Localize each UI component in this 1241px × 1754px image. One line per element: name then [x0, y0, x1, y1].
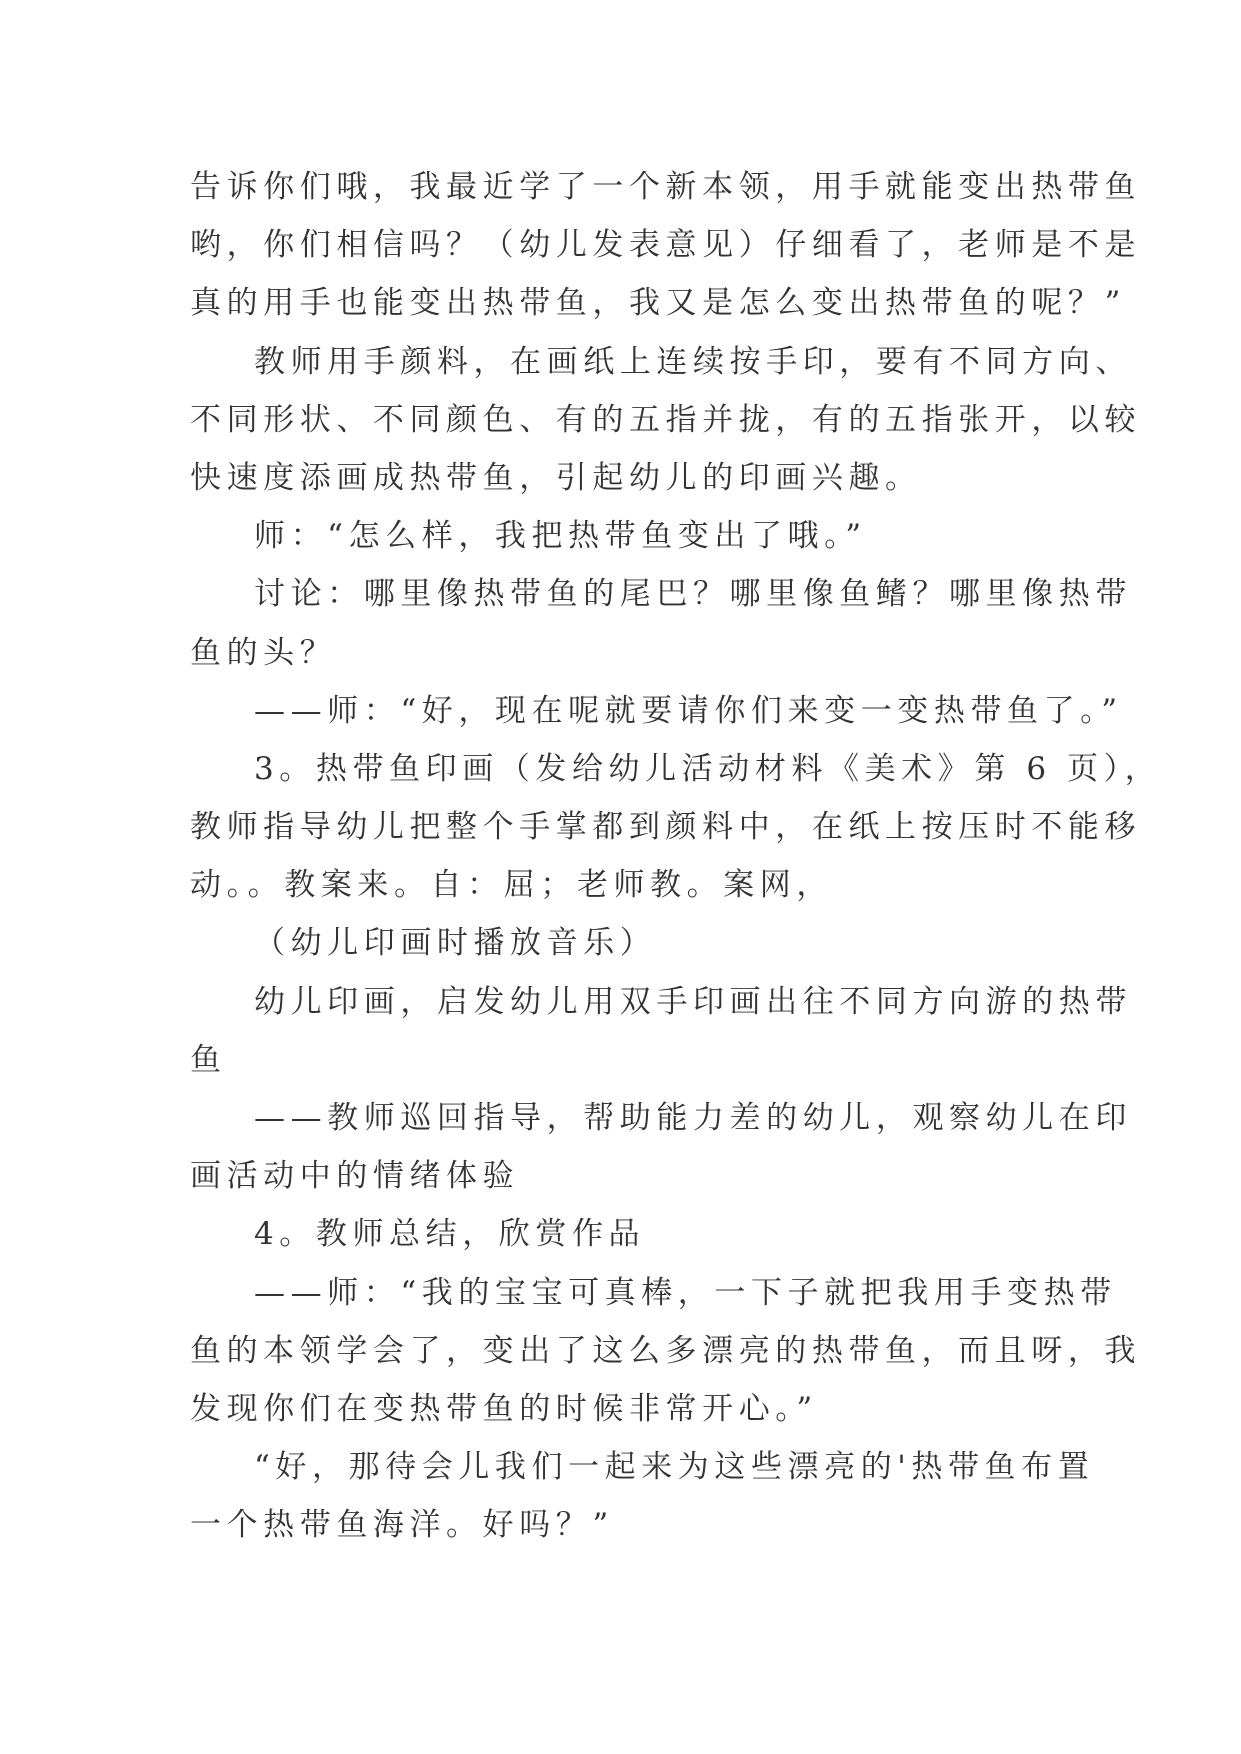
body-text: [190, 158, 1162, 1555]
text-line: 鱼的本领学会了，变出了这么多漂亮的热带鱼，而且呀，我: [190, 1332, 1142, 1369]
text-line: “好，那待会儿我们一起来为这些漂亮的'热带鱼布置: [254, 1449, 1095, 1486]
text-line: 3。热带鱼印画（发给幼儿活动材料《美术》第 6 页），: [254, 750, 1162, 787]
text-line: 真的用手也能变出热带鱼，我又是怎么变出热带鱼的呢？”: [190, 285, 1126, 322]
text-line: 幼儿印画，启发幼儿用双手印画出往不同方向游的热带: [254, 983, 1132, 1020]
text-line: ——教师巡回指导，帮助能力差的幼儿，观察幼儿在印: [254, 1100, 1132, 1136]
text-line: 教师指导幼儿把整个手掌都到颜料中，在纸上按压时不能移: [190, 809, 1142, 846]
text-line: （幼儿印画时播放音乐）: [254, 925, 657, 962]
text-line: 快速度添画成热带鱼，引起幼儿的印画兴趣。: [190, 459, 922, 496]
text-line: 动。。教案来。自：屈；老师教。案网，: [190, 867, 833, 904]
text-line: 不同形状、不同颜色、有的五指并拢，有的五指张开，以较: [190, 401, 1142, 438]
text-line: 发现你们在变热带鱼的时候非常开心。”: [190, 1390, 818, 1427]
text-line: 4。教师总结，欣赏作品: [254, 1216, 646, 1253]
text-line: ——师：“好，现在呢就要请你们来变一变热带鱼了。”: [254, 692, 1123, 729]
text-line: 鱼: [190, 1041, 227, 1078]
text-line: 师：“怎么样，我把热带鱼变出了哦。”: [254, 518, 867, 555]
text-line: 画活动中的情绪体验: [190, 1158, 520, 1195]
text-line: ——师：“我的宝宝可真棒，一下子就把我用手变热带: [254, 1274, 1117, 1311]
text-line: 教师用手颜料，在画纸上连续按手印，要有不同方向、: [254, 343, 1132, 380]
text-line: 哟，你们相信吗？（幼儿发表意见）仔细看了，老师是不是: [190, 227, 1142, 264]
text-line: 鱼的头？: [190, 634, 337, 671]
text-line: 讨论：哪里像热带鱼的尾巴？哪里像鱼鳍？哪里像热带: [254, 576, 1132, 613]
text-line: 一个热带鱼海洋。好吗？”: [190, 1507, 614, 1544]
text-line: 告诉你们哦，我最近学了一个新本领，用手就能变出热带鱼: [190, 169, 1142, 205]
